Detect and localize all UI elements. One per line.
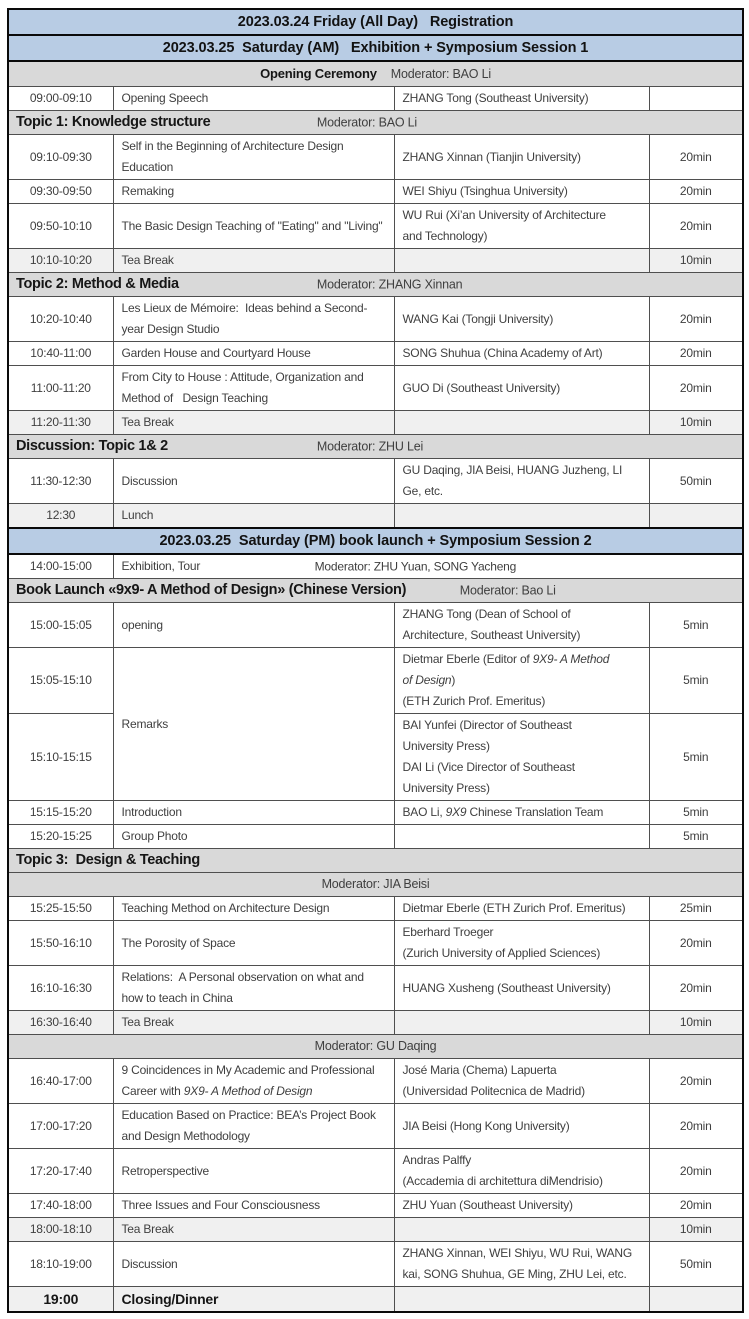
- time-cell: 11:00-11:20: [8, 366, 113, 411]
- text-run: University Press): [402, 781, 490, 795]
- section-header-row: [8, 579, 743, 603]
- text-run: Les Lieux de Mémoire: Ideas behind a Second-: [121, 301, 368, 315]
- duration-cell: 50min: [649, 1242, 743, 1287]
- schedule-table: [7, 8, 744, 1313]
- duration-cell: 20min: [649, 342, 743, 366]
- text-run: Remaking: [121, 184, 174, 198]
- text-run: ZHANG Tong (Southeast University): [402, 91, 589, 105]
- text-run: The Basic Design Teaching of "Eating" and "Living": [121, 218, 383, 233]
- text-run: how to teach in China: [121, 991, 233, 1005]
- duration-cell: 20min: [649, 1059, 743, 1104]
- event-row: [8, 342, 743, 366]
- closing-row: [8, 1287, 743, 1313]
- text-run: kai, SONG Shuhua, GE Ming, ZHU Lei, etc.: [402, 1267, 627, 1281]
- text-run: WU Rui (Xi’an University of Architecture: [402, 208, 606, 222]
- session-banner-row: [8, 528, 743, 554]
- session-banner-row: [8, 9, 743, 35]
- duration-cell: 5min: [649, 714, 743, 801]
- text-run: Lunch: [121, 508, 154, 522]
- duration-cell: 20min: [649, 204, 743, 249]
- section-header: [8, 435, 743, 459]
- speaker-cell: [394, 459, 649, 504]
- duration-cell: 20min: [649, 1194, 743, 1218]
- description-cell: [113, 504, 394, 529]
- text-run: From City to House : Attitude, Organization and: [121, 370, 364, 384]
- ceremony-title: Opening Ceremony: [260, 66, 377, 81]
- description-cell: [113, 1218, 394, 1242]
- exhibition-cell: [113, 554, 743, 579]
- description-cell: [113, 966, 394, 1011]
- speaker-cell: [394, 1059, 649, 1104]
- time-cell: 14:00-15:00: [8, 554, 113, 579]
- event-row: [8, 603, 743, 648]
- text-run: Tea Break: [121, 1222, 174, 1236]
- text-run: GU Daqing, JIA Beisi, HUANG Juzheng, LI: [402, 463, 623, 477]
- schedule-body: [8, 9, 743, 1312]
- text-run: Architecture, Southeast University): [402, 628, 581, 642]
- text-run: Tea Break: [121, 1015, 174, 1029]
- time-cell: 15:00-15:05: [8, 603, 113, 648]
- time-cell: 12:30: [8, 504, 113, 529]
- text-run: WEI Shiyu (Tsinghua University): [402, 184, 568, 198]
- description-cell: [113, 180, 394, 204]
- description-cell: [113, 135, 394, 180]
- speaker-cell: [394, 1149, 649, 1194]
- description-cell: [113, 1059, 394, 1104]
- duration-cell: 20min: [649, 180, 743, 204]
- text-run: Garden House and Courtyard House: [121, 346, 311, 360]
- text-run: HUANG Xusheng (Southeast University): [402, 980, 611, 995]
- event-row: [8, 1149, 743, 1194]
- time-cell: 15:20-15:25: [8, 825, 113, 849]
- section-header: [8, 579, 743, 603]
- event-row: [8, 1194, 743, 1218]
- text-run: ZHANG Xinnan (Tianjin University): [402, 149, 581, 164]
- text-run: ZHU Yuan (Southeast University): [402, 1198, 573, 1212]
- text-run: José Maria (Chema) Lapuerta: [402, 1063, 557, 1077]
- text-run: University Press): [402, 739, 490, 753]
- speaker-cell: [394, 1218, 649, 1242]
- time-cell: 10:10-10:20: [8, 249, 113, 273]
- event-row: [8, 411, 743, 435]
- time-cell: 09:00-09:10: [8, 87, 113, 111]
- exhibition-moderator: Moderator: ZHU Yuan, SONG Yacheng: [314, 559, 517, 573]
- ceremony-header: [8, 61, 743, 87]
- text-run: ZHANG Xinnan, WEI Shiyu, WU Rui, WANG: [402, 1246, 633, 1260]
- event-row: [8, 87, 743, 111]
- duration-cell: [649, 504, 743, 529]
- text-run: JIA Beisi (Hong Kong University): [402, 1118, 570, 1133]
- speaker-cell: [394, 1011, 649, 1035]
- text-run: and Technology): [402, 229, 488, 243]
- speaker-cell: [394, 603, 649, 648]
- duration-cell: 50min: [649, 459, 743, 504]
- duration-cell: 5min: [649, 648, 743, 714]
- duration-cell: 10min: [649, 1218, 743, 1242]
- speaker-cell: [394, 801, 649, 825]
- event-row: [8, 1059, 743, 1104]
- text-run: SONG Shuhua (China Academy of Art): [402, 346, 603, 360]
- speaker-cell: [394, 249, 649, 273]
- moderator-row: [8, 1035, 743, 1059]
- text-run: Education: [121, 160, 174, 174]
- duration-cell: 10min: [649, 249, 743, 273]
- event-row: [8, 204, 743, 249]
- event-row: [8, 801, 743, 825]
- duration-cell: 20min: [649, 297, 743, 342]
- event-row: [8, 297, 743, 342]
- section-header: [8, 849, 743, 873]
- speaker-cell: [394, 897, 649, 921]
- duration-cell: 20min: [649, 1149, 743, 1194]
- description-cell: [113, 366, 394, 411]
- text-run: Dietmar Eberle (ETH Zurich Prof. Emeritus): [402, 901, 626, 915]
- time-cell: 15:50-16:10: [8, 921, 113, 966]
- duration-cell: [649, 87, 743, 111]
- speaker-cell: [394, 648, 649, 714]
- text-run: Opening Speech: [121, 91, 209, 105]
- description-cell: [113, 897, 394, 921]
- section-title: Topic 3: Design & Teaching: [16, 852, 200, 868]
- time-cell: 10:40-11:00: [8, 342, 113, 366]
- speaker-cell: [394, 411, 649, 435]
- speaker-cell: [394, 714, 649, 801]
- description-cell: [113, 411, 394, 435]
- time-cell: 10:20-10:40: [8, 297, 113, 342]
- ceremony-header-row: [8, 61, 743, 87]
- moderator-row: [8, 873, 743, 897]
- speaker-cell: [394, 87, 649, 111]
- event-row: [8, 459, 743, 504]
- description-cell: [113, 204, 394, 249]
- text-run: Three Issues and Four Consciousness: [121, 1198, 320, 1212]
- text-run: Ge, etc.: [402, 484, 443, 498]
- text-run: Introduction: [121, 805, 182, 819]
- time-cell: 09:30-09:50: [8, 180, 113, 204]
- section-title: Topic 2: Method & Media: [16, 276, 179, 292]
- text-run: 9 Coincidences in My Academic and Professional: [121, 1063, 375, 1077]
- speaker-cell: [394, 1287, 649, 1313]
- speaker-cell: [394, 204, 649, 249]
- duration-cell: 25min: [649, 897, 743, 921]
- description-cell: [113, 603, 394, 648]
- text-run: Discussion: [121, 473, 178, 488]
- event-row: [8, 921, 743, 966]
- section-header-row: [8, 111, 743, 135]
- text-run: WANG Kai (Tongji University): [402, 311, 554, 326]
- text-run: Retroperspective: [121, 1163, 210, 1178]
- section-title: Topic 1: Knowledge structure: [16, 114, 211, 130]
- text-run: Closing/Dinner: [121, 1291, 219, 1307]
- description-cell: [113, 648, 394, 801]
- event-row: [8, 1218, 743, 1242]
- speaker-cell: [394, 342, 649, 366]
- text-run: Self in the Beginning of Architecture Design: [121, 139, 344, 153]
- event-row: [8, 249, 743, 273]
- speaker-cell: [394, 921, 649, 966]
- description-cell: [113, 459, 394, 504]
- section-moderator: Moderator: BAO Li: [316, 115, 417, 129]
- text-run: Teaching Method on Architecture Design: [121, 901, 330, 915]
- section-title: Book Launch «9x9- A Method of Design» (Chinese Version): [16, 582, 407, 598]
- time-cell: 16:10-16:30: [8, 966, 113, 1011]
- text-run: opening: [121, 617, 163, 632]
- event-row: [8, 966, 743, 1011]
- text-run: Dietmar Eberle (Editor of: [402, 652, 533, 666]
- text-run: (Zurich University of Applied Sciences): [402, 946, 601, 960]
- section-header-row: [8, 273, 743, 297]
- moderator-row-label: Moderator: JIA Beisi: [8, 873, 743, 897]
- time-cell: 16:30-16:40: [8, 1011, 113, 1035]
- time-cell: 16:40-17:00: [8, 1059, 113, 1104]
- description-cell: [113, 825, 394, 849]
- description-cell: [113, 1149, 394, 1194]
- section-title: Discussion: Topic 1& 2: [16, 438, 168, 454]
- description-cell: [113, 87, 394, 111]
- text-run: Tea Break: [121, 253, 174, 267]
- moderator-row-label: Moderator: GU Daqing: [8, 1035, 743, 1059]
- section-header-row: [8, 435, 743, 459]
- text-run: GUO Di (Southeast University): [402, 380, 561, 395]
- speaker-cell: [394, 1104, 649, 1149]
- duration-cell: 10min: [649, 1011, 743, 1035]
- time-cell: 09:10-09:30: [8, 135, 113, 180]
- duration-cell: 10min: [649, 411, 743, 435]
- description-cell: [113, 801, 394, 825]
- book-title-italic: 9X9: [445, 805, 470, 819]
- speaker-cell: [394, 366, 649, 411]
- text-run: Tea Break: [121, 415, 174, 429]
- section-moderator: Moderator: Bao Li: [459, 583, 556, 597]
- event-row: [8, 1011, 743, 1035]
- time-cell: 15:25-15:50: [8, 897, 113, 921]
- event-row: [8, 648, 743, 714]
- speaker-cell: [394, 1242, 649, 1287]
- duration-cell: 20min: [649, 135, 743, 180]
- exhibition-title: Exhibition, Tour: [121, 559, 201, 573]
- book-title-italic: 9X9- A Method of Design: [183, 1084, 313, 1098]
- time-cell: 19:00: [8, 1287, 113, 1313]
- text-run: Eberhard Troeger: [402, 925, 494, 939]
- description-cell: [113, 342, 394, 366]
- text-run: Education Based on Practice: BEA’s Project Book: [121, 1108, 376, 1122]
- text-run: The Porosity of Space: [121, 935, 236, 950]
- speaker-cell: [394, 297, 649, 342]
- text-run: Chinese Translation Team: [469, 805, 604, 819]
- event-row: [8, 825, 743, 849]
- duration-cell: 20min: [649, 966, 743, 1011]
- section-moderator: Moderator: ZHANG Xinnan: [316, 277, 463, 291]
- book-title-italic: 9X9- A Method: [532, 652, 610, 666]
- text-run: Method of Design Teaching: [121, 391, 268, 405]
- event-row: [8, 366, 743, 411]
- session-banner: 2023.03.25 Saturday (AM) Exhibition + Symposium Session 1: [8, 35, 743, 61]
- text-run: ZHANG Tong (Dean of School of: [402, 607, 571, 621]
- speaker-cell: [394, 1194, 649, 1218]
- text-run: DAI Li (Vice Director of Southeast: [402, 760, 575, 774]
- text-run: Remarks: [121, 716, 169, 731]
- time-cell: 18:00-18:10: [8, 1218, 113, 1242]
- duration-cell: 5min: [649, 825, 743, 849]
- time-cell: 15:15-15:20: [8, 801, 113, 825]
- session-banner: 2023.03.25 Saturday (PM) book launch + Symposium Session 2: [8, 528, 743, 554]
- text-run: ): [451, 673, 456, 687]
- text-run: year Design Studio: [121, 322, 220, 336]
- text-run: (ETH Zurich Prof. Emeritus): [402, 694, 546, 708]
- text-run: Group Photo: [121, 829, 188, 843]
- event-row: [8, 897, 743, 921]
- session-banner-row: [8, 35, 743, 61]
- description-cell: [113, 1011, 394, 1035]
- time-cell: 17:40-18:00: [8, 1194, 113, 1218]
- time-cell: 15:10-15:15: [8, 714, 113, 801]
- time-cell: 11:20-11:30: [8, 411, 113, 435]
- speaker-cell: [394, 180, 649, 204]
- text-run: Discussion: [121, 1256, 178, 1271]
- section-header: [8, 111, 743, 135]
- book-title-italic: of Design: [402, 673, 452, 687]
- text-run: Career with: [121, 1084, 184, 1098]
- duration-cell: 5min: [649, 603, 743, 648]
- text-run: (Accademia di architettura diMendrisio): [402, 1174, 603, 1188]
- text-run: Andras Palffy: [402, 1153, 472, 1167]
- section-header: [8, 273, 743, 297]
- time-cell: 09:50-10:10: [8, 204, 113, 249]
- event-row: [8, 180, 743, 204]
- event-row: [8, 504, 743, 529]
- duration-cell: 5min: [649, 801, 743, 825]
- duration-cell: 20min: [649, 366, 743, 411]
- event-row: [8, 1104, 743, 1149]
- session-banner: 2023.03.24 Friday (All Day) Registration: [8, 9, 743, 35]
- text-run: Relations: A Personal observation on what and: [121, 970, 364, 984]
- duration-cell: 20min: [649, 1104, 743, 1149]
- event-row: [8, 1242, 743, 1287]
- speaker-cell: [394, 825, 649, 849]
- description-cell: [113, 249, 394, 273]
- description-cell: [113, 1287, 394, 1313]
- time-cell: 17:00-17:20: [8, 1104, 113, 1149]
- duration-cell: 20min: [649, 921, 743, 966]
- description-cell: [113, 1194, 394, 1218]
- exhibition-row: [8, 554, 743, 579]
- text-run: BAO Li,: [402, 805, 446, 819]
- time-cell: 11:30-12:30: [8, 459, 113, 504]
- description-cell: [113, 297, 394, 342]
- description-cell: [113, 1104, 394, 1149]
- speaker-cell: [394, 135, 649, 180]
- time-cell: 15:05-15:10: [8, 648, 113, 714]
- duration-cell: [649, 1287, 743, 1313]
- ceremony-moderator: Moderator: BAO Li: [390, 67, 491, 81]
- event-row: [8, 135, 743, 180]
- description-cell: [113, 921, 394, 966]
- speaker-cell: [394, 966, 649, 1011]
- time-cell: 17:20-17:40: [8, 1149, 113, 1194]
- section-moderator: Moderator: ZHU Lei: [316, 439, 424, 453]
- text-run: (Universidad Politecnica de Madrid): [402, 1084, 585, 1098]
- time-cell: 18:10-19:00: [8, 1242, 113, 1287]
- text-run: BAI Yunfei (Director of Southeast: [402, 718, 572, 732]
- section-header-row: [8, 849, 743, 873]
- text-run: and Design Methodology: [121, 1129, 250, 1143]
- description-cell: [113, 1242, 394, 1287]
- speaker-cell: [394, 504, 649, 529]
